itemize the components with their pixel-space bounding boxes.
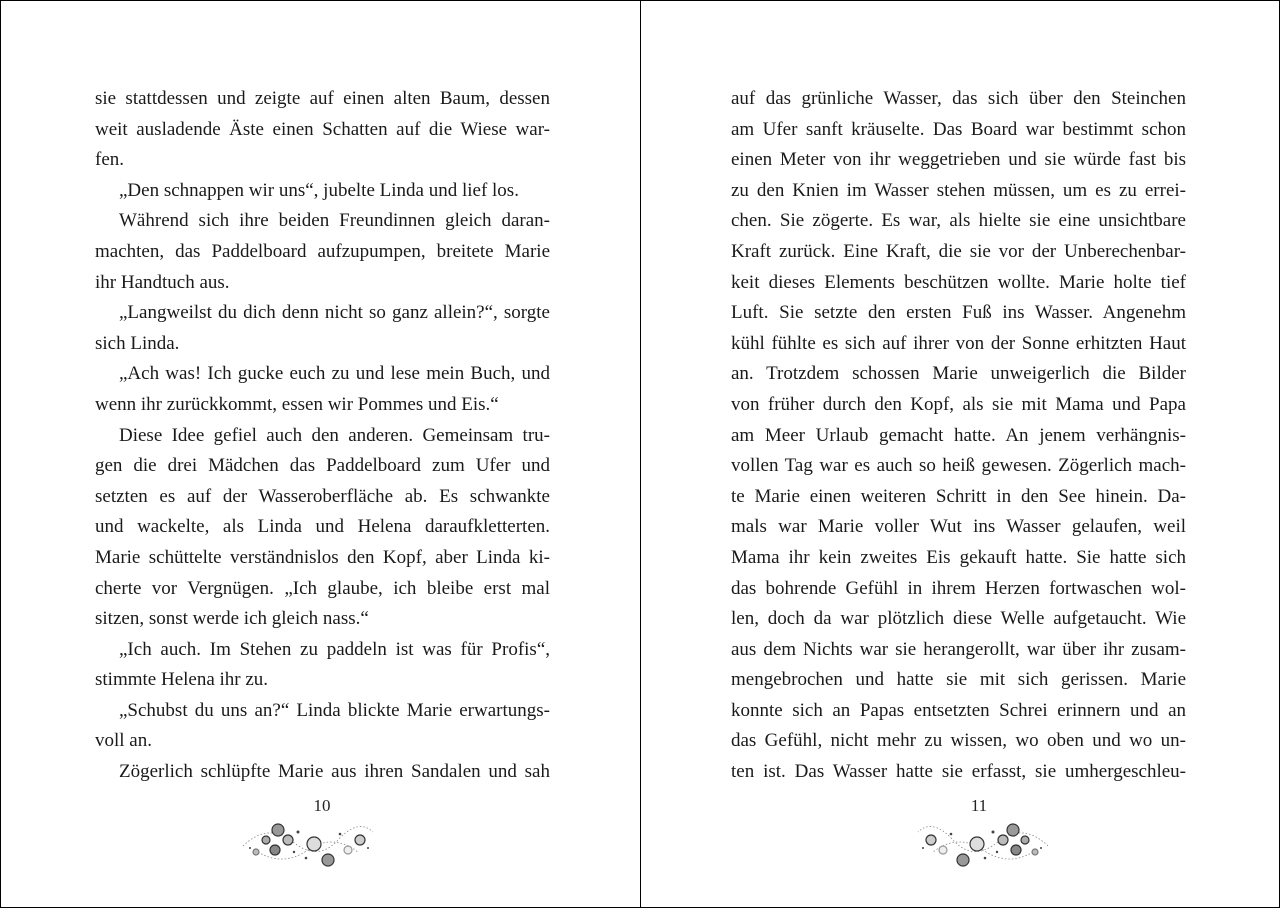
right-page-text (731, 84, 1186, 788)
text-line: machten, das Paddelboard aufzupumpen, breitete Marie (95, 240, 550, 262)
text-line: zu den Knien im Wasser stehen müssen, um es zu errei- (731, 179, 1186, 201)
bubble-ornament-icon (913, 812, 1053, 868)
text-line: stimmte Helena ihr zu. (95, 669, 269, 691)
page-number-right: 11 (970, 796, 988, 815)
text-line: an. Trotzdem schossen Marie unweigerlich die Bilder (731, 363, 1186, 385)
text-line: Diese Idee gefiel auch den anderen. Gemeinsam tru- (119, 424, 550, 446)
text-line: auf das grünliche Wasser, das sich über den Steinchen (731, 88, 1186, 109)
page-number-left: 10 (313, 796, 331, 815)
text-line: „Langweilst du dich denn nicht so ganz allein?“, sorgte (119, 302, 550, 324)
left-page (0, 0, 639, 908)
text-line: len, doch da war plötzlich diese Welle aufgetaucht. Wie (731, 608, 1186, 630)
text-line: ihr Handtuch aus. (95, 271, 230, 293)
text-line: chen. Sie zögerte. Es war, als hielte sie eine unsichtbare (731, 210, 1186, 232)
text-line: mengebrochen und hatte sie mit sich gerissen. Marie (731, 669, 1186, 691)
text-line: am Ufer sanft kräuselte. Das Board war bestimmt schon (731, 118, 1186, 140)
text-line: ten ist. Das Wasser hatte sie erfasst, sie umhergeschleu- (731, 761, 1186, 783)
text-line: te Marie einen weiteren Schritt in den See hinein. Da- (731, 485, 1186, 507)
bubble-ornament-icon (238, 812, 378, 868)
text-line: setzten es auf der Wasseroberfläche ab. Es schwankte (95, 485, 550, 507)
text-line: „Schubst du uns an?“ Linda blickte Marie erwartungs- (119, 699, 550, 721)
text-line: vollen Tag war es auch so heiß gewesen. Zögerlich mach- (731, 455, 1186, 477)
text-line: fen. (95, 149, 125, 171)
text-line: aus dem Nichts war sie herangerollt, war über ihr zusam- (731, 638, 1186, 660)
text-line: Luft. Sie setzte den ersten Fuß ins Wasser. Angenehm (731, 302, 1186, 324)
text-line: einen Meter von ihr weggetrieben und sie würde fast bis (731, 149, 1186, 171)
text-line: Kraft zurück. Eine Kraft, die sie vor der Unberechenbar- (731, 240, 1186, 262)
text-line: kühl fühlte es sich auf ihrer von der Sonne erhitzten Haut (731, 332, 1186, 354)
text-line: das Gefühl, nicht mehr zu wissen, wo oben und wo un- (731, 730, 1186, 752)
text-line: Marie schüttelte verständnislos den Kopf, aber Linda ki- (95, 546, 550, 568)
text-line: sich Linda. (95, 332, 180, 354)
text-line: von früher durch den Kopf, als sie mit Mama und Papa (731, 393, 1186, 415)
text-line: Während sich ihre beiden Freundinnen gleich daran- (119, 210, 550, 232)
text-line: das bohrende Gefühl in ihrem Herzen fortwaschen wol- (731, 577, 1186, 599)
text-line: gen die drei Mädchen das Paddelboard zum Ufer und (95, 455, 550, 477)
text-line: „Ach was! Ich gucke euch zu und lese mein Buch, und (119, 363, 550, 385)
text-line: „Ich auch. Im Stehen zu paddeln ist was für Profis“, (119, 638, 550, 660)
text-line: wenn ihr zurückkommt, essen wir Pommes und Eis.“ (95, 393, 499, 415)
text-line: sitzen, sonst werde ich gleich nass.“ (95, 608, 369, 630)
text-line: am Meer Urlaub gemacht hatte. An jenem verhängnis- (731, 424, 1186, 446)
right-page (641, 0, 1280, 908)
text-line: cherte vor Vergnügen. „Ich glaube, ich bleibe erst mal (95, 577, 550, 599)
text-line: voll an. (95, 730, 152, 752)
text-line: Zögerlich schlüpfte Marie aus ihren Sandalen und sah (119, 761, 550, 783)
left-page-text (95, 84, 550, 788)
text-line: mals war Marie voller Wut ins Wasser gelaufen, weil (731, 516, 1186, 538)
text-line: Mama ihr kein zweites Eis gekauft hatte. Sie hatte sich (731, 546, 1186, 568)
text-line: und wackelte, als Linda und Helena daraufkletterten. (95, 516, 550, 538)
text-line: sie stattdessen und zeigte auf einen alten Baum, dessen (95, 88, 550, 109)
text-line: weit ausladende Äste einen Schatten auf die Wiese war- (95, 118, 550, 140)
text-line: konnte sich an Papas entsetzten Schrei erinnern und an (731, 699, 1186, 721)
text-line: keit dieses Elements beschützen wollte. Marie holte tief (731, 271, 1186, 293)
text-line: „Den schnappen wir uns“, jubelte Linda und lief los. (119, 179, 519, 201)
